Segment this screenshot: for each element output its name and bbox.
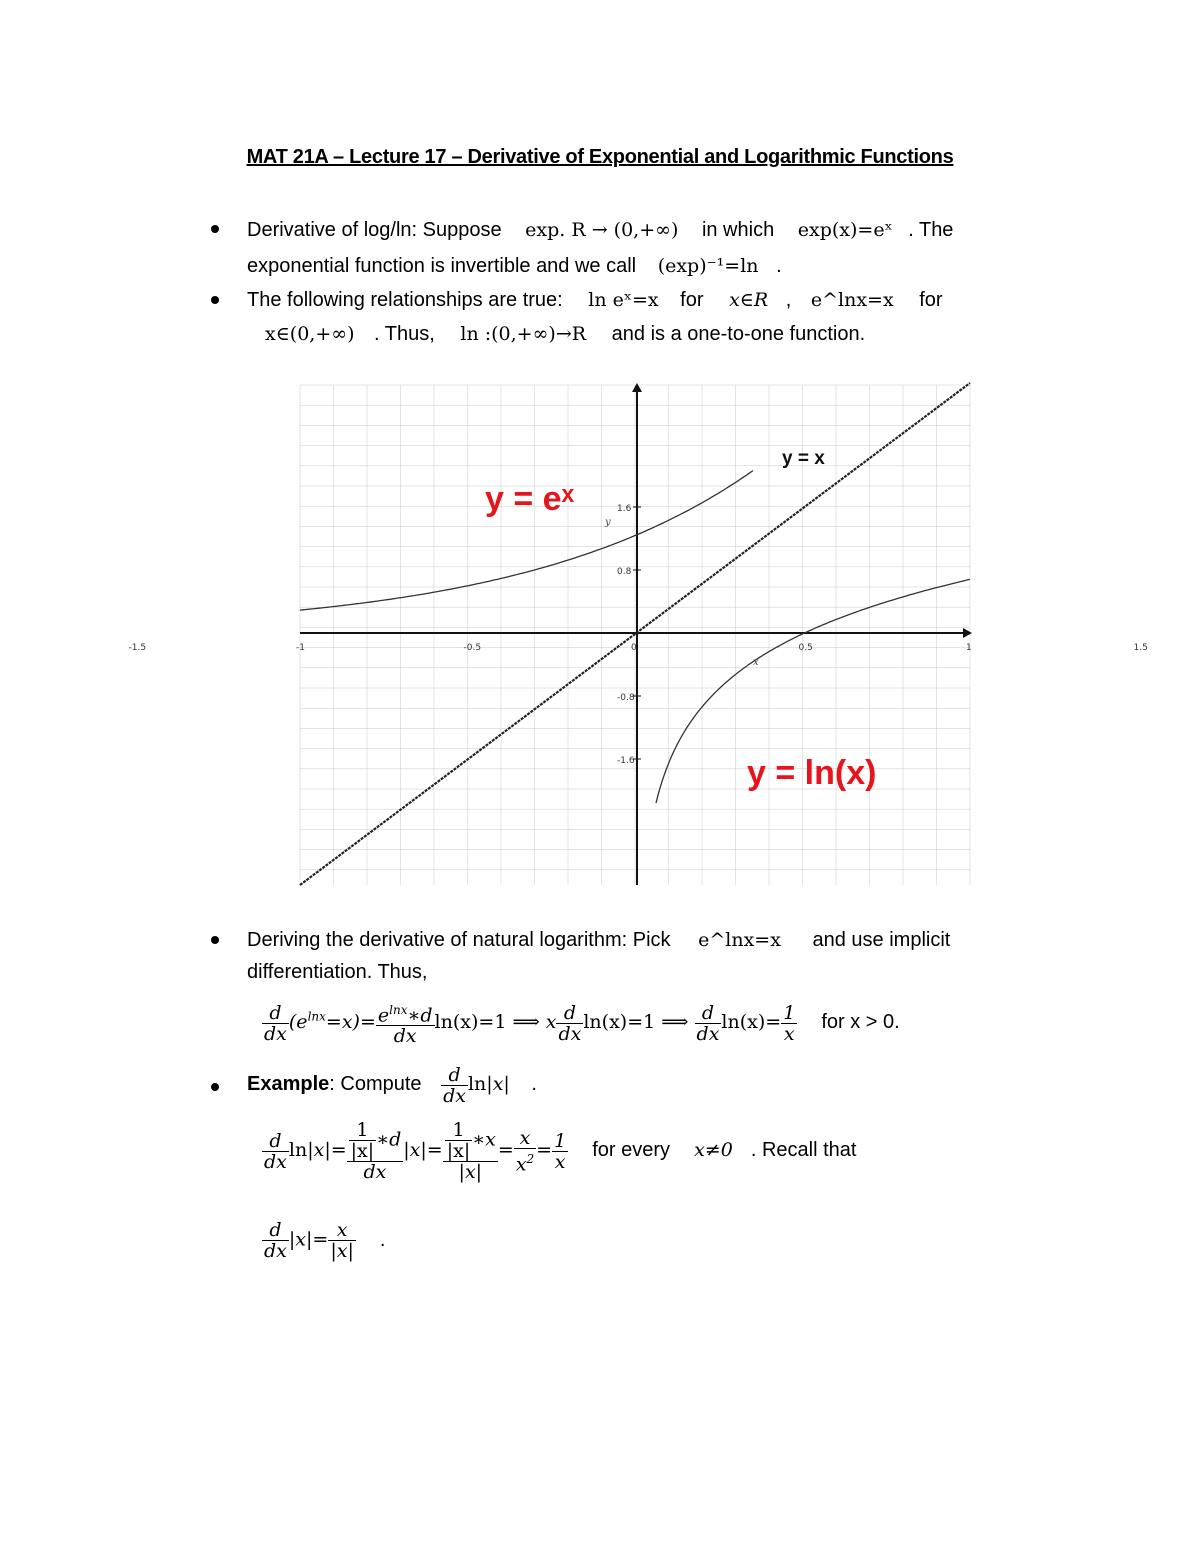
abs-end: . [379, 1228, 386, 1251]
bullet2-thus: . Thus, [374, 323, 435, 345]
x-tick-label: 0.5 [798, 643, 813, 653]
x-tick-label: -1 [296, 643, 305, 653]
bullet2-math-lnex: ln eˣ=x [588, 289, 659, 311]
bullet-dot [211, 296, 219, 304]
y-tick-label: -0.8 [617, 693, 635, 703]
abs-derivative: $\frac{d}{dx}$ |x|= $\frac{x}{|x|}$ . [264, 1219, 386, 1262]
axis-x-label: x [753, 657, 759, 668]
bullet1-line2 [247, 254, 782, 278]
bullet-dot [211, 1083, 219, 1091]
solution-recall: . Recall that [750, 1139, 857, 1161]
label-y-x: y = x [782, 448, 825, 469]
bullet2-line1 [247, 288, 943, 312]
label-y-lnx: y = ln(x) [747, 754, 877, 792]
bullet1-math-domain: exp. R → (0,+∞) [525, 219, 679, 241]
example-label: Example [247, 1073, 330, 1095]
x-tick-label: -0.5 [463, 643, 482, 653]
bullet4-end: . [531, 1073, 537, 1095]
bullet2-for1: for [680, 289, 704, 311]
bullet3-lead: Deriving the derivative of natural logarithm: Pick [247, 929, 671, 951]
bullet2-for2: for [919, 289, 943, 311]
derivation-equation: $\frac{d}{dx}$ $(e^{lnx}=x)=$ $\frac{e^{lnx}∗d}{dx}$ ln(x)=1 ⟹ x $\frac{d}{dx}$ ln(x)=1 ⟹ $\frac{d}{dx}$ ln(x)= $\frac{1}{x}$ for x > 0. [264, 1001, 900, 1048]
bullet1-math-inverse: (exp)⁻¹=ln [657, 255, 759, 277]
graph-ticks [129, 504, 1148, 766]
bullet2-math-xinr: x∈R [729, 289, 769, 311]
axis-y-label: y [605, 517, 611, 528]
x-tick-label: 0 [631, 643, 637, 653]
bullet1-end: . [776, 255, 782, 277]
function-graph [128, 380, 1148, 890]
example-solution: $\frac{d}{dx}$ ln|x|= $\frac{1}{|x|}$ ∗d dx |x|= $\frac{1}{|x|}$ ∗x |x| = $\frac{x}{x^2}$ = $\frac{1}{x}$ for every x≠0 . Recall that [264, 1119, 857, 1183]
solution-condition: x≠0 [694, 1139, 733, 1161]
bullet1-line1 [247, 218, 953, 242]
y-tick-label: 0.8 [617, 567, 632, 577]
x-tick-label: -1.5 [128, 643, 147, 653]
x-tick-label: 1.5 [1133, 643, 1148, 653]
bullet3-tail: and use implicit [812, 929, 951, 951]
bullet2-end: and is a one-to-one function. [611, 323, 866, 345]
bullet1-the: . The [908, 219, 954, 241]
bullet2-math-elnx: e^lnx=x [810, 289, 894, 311]
bullet1-in-which: in which [701, 219, 775, 241]
bullet-dot [211, 225, 219, 233]
bullet2-comma: , [785, 289, 792, 311]
page-title: MAT 21A – Lecture 17 – Derivative of Exponential and Logarithmic Functions [246, 146, 954, 168]
derivation-condition: for x > 0. [821, 1011, 900, 1034]
solution-for-every: for every [592, 1139, 671, 1161]
y-tick-label: -1.6 [617, 756, 635, 766]
example-compute: : Compute [329, 1073, 422, 1095]
bullet1-line2-text: exponential function is invertible and we call [247, 255, 637, 277]
bullet3-line2: differentiation. Thus, [247, 961, 428, 983]
bullet2-lead: The following relationships are true: [247, 289, 563, 311]
bullet2-math-lnmap: ln :(0,+∞)→R [460, 323, 587, 345]
x-tick-label: 1 [966, 643, 972, 653]
bullet3-line1 [247, 928, 950, 952]
bullet2-math-xdomain: x∈(0,+∞) [265, 323, 355, 345]
bullet3-math-elnx: e^lnx=x [698, 929, 781, 951]
label-y-ex: y = eˣ [485, 480, 575, 518]
bullet1-lead: Derivative of log/ln: Suppose [247, 219, 502, 241]
bullet4-line1: Example: Compute $\frac{d}{dx}$ ln|x| . [247, 1063, 537, 1107]
bullet2-line2 [265, 322, 865, 346]
bullet1-math-exp: exp(x)=eˣ [797, 219, 893, 241]
y-tick-label: 1.6 [617, 504, 632, 514]
bullet-dot [211, 936, 219, 944]
